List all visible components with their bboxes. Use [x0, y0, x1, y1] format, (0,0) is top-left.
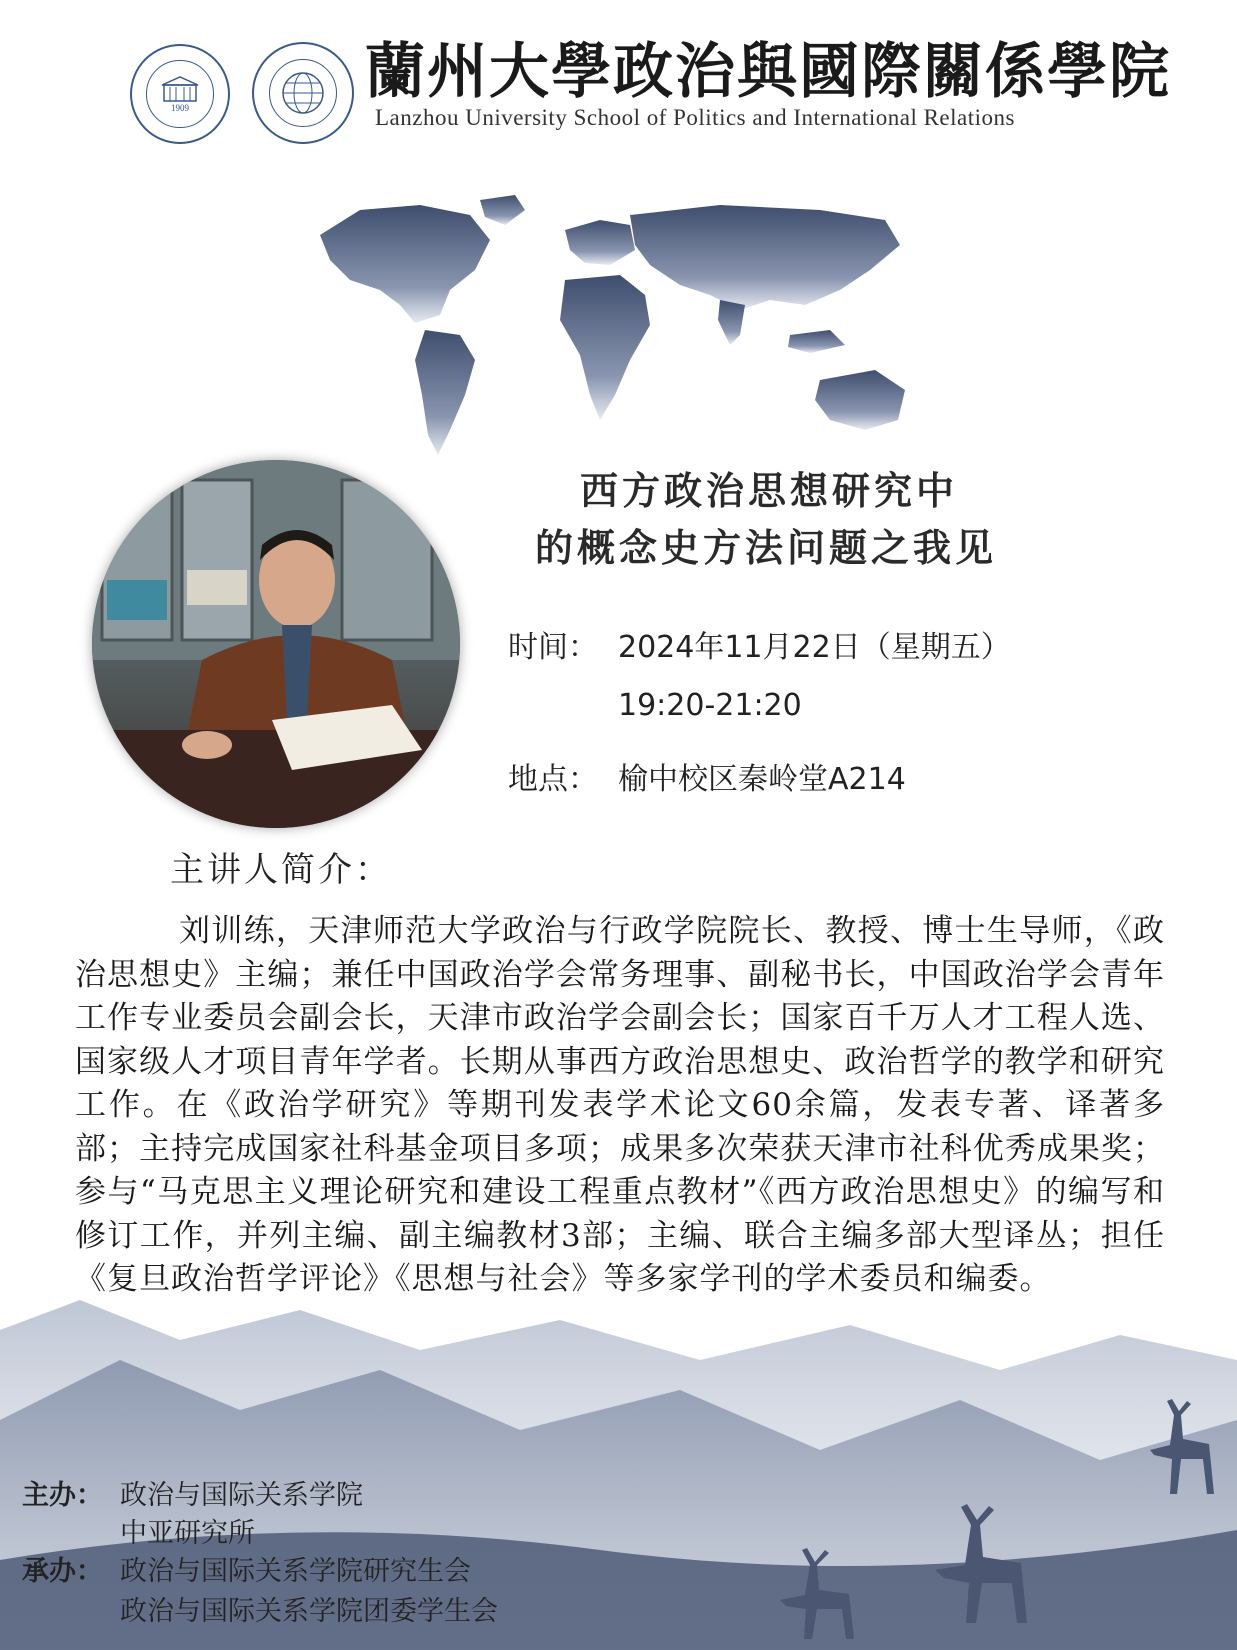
host-item: 中亚研究所 — [120, 1518, 255, 1549]
organizer-item: 政治与国际关系学院团委学生会 — [120, 1596, 498, 1627]
university-building-icon — [160, 75, 200, 103]
time-label: 时间： — [508, 630, 598, 665]
lecture-title-line2: 的概念史方法问题之我见 — [535, 525, 998, 570]
speaker-photo-illustration — [92, 460, 460, 828]
location-value: 榆中校区秦岭堂A214 — [618, 762, 906, 797]
school-name-chinese: 蘭州大學政治與國際關係學院 — [365, 37, 1171, 107]
globe-icon — [280, 70, 326, 116]
spir-logo — [252, 42, 354, 144]
school-name-english: Lanzhou University School of Politics and International Relations — [375, 105, 1015, 130]
organizer-item: 政治与国际关系学院研究生会 — [120, 1556, 471, 1587]
organizer-label: 承办： — [22, 1556, 103, 1587]
lecture-title-line1: 西方政治思想研究中 — [580, 468, 959, 513]
time-range: 19:20-21:20 — [618, 688, 802, 723]
host-label: 主办： — [22, 1480, 103, 1511]
lanzhou-university-logo — [130, 44, 230, 144]
host-item: 政治与国际关系学院 — [120, 1480, 363, 1511]
logo-year: 1909 — [171, 103, 189, 113]
world-map-graphic — [300, 195, 940, 485]
location-label: 地点： — [508, 762, 598, 797]
speaker-bio-text: 刘训练，天津师范大学政治与行政学院院长、教授、博士生导师，《政治思想史》主编；兼任中国政治学会常务理事、副秘书长，中国政治学会青年工作专业委员会副会长，天津市政治学会副会长；国家百千万人才工程人选、国家级人才项目青年学者。长期从事西方政治思想史、政治哲学的教学和研究工作。在《政治学研究》等期刊发表学术论文60余篇，发表专著、译著多部；主持完成国家社科基金项目多项；成果多次荣获天津市社科优秀成果奖；参与“马克思主义理论研究和建设工程重点教材”《西方政治思想史》的编写和修订工作，并列主编、副主编教材3部；主编、联合主编多部大型译丛；担任《复旦政治哲学评论》《思想与社会》等多家学刊的学术委员和编委。 — [75, 913, 1165, 1297]
speaker-bio-heading: 主讲人简介： — [170, 850, 392, 890]
speaker-portrait — [92, 460, 460, 828]
time-value: 2024年11月22日（星期五） — [618, 630, 1011, 665]
